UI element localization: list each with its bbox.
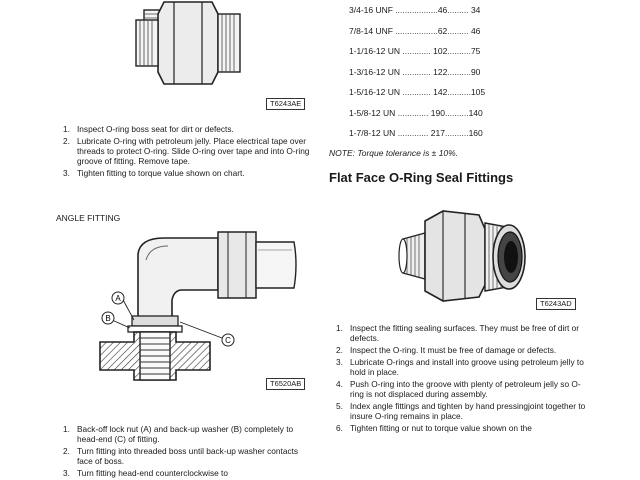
callout-c-label: C: [225, 336, 231, 345]
straight-fitting-illustration: [120, 0, 250, 95]
flat-face-steps: [336, 323, 586, 435]
torque-row: 1-7/8-12 UN ............. 217..........160: [349, 128, 483, 138]
list-item: 3. Tighten fitting to torque value shown on chart.: [63, 168, 245, 178]
callout-a-label: A: [115, 294, 121, 303]
list-item: 4. Push O-ring into the groove with plenty of petroleum jelly so O-ring is not displaced during assembly.: [336, 378, 581, 399]
boss-fitting-steps: [63, 124, 313, 180]
list-item: 1. Inspect the fitting sealing surfaces. They must be free of dirt or defects.: [336, 323, 580, 344]
torque-row: 3/4-16 UNF ..................46......... 34: [349, 5, 481, 15]
angle-fitting-steps: [63, 424, 313, 480]
list-item: 1. Back-off lock nut (A) and back-up washer (B) completely to head-end (C) of fitting.: [63, 424, 294, 445]
list-item: 2. Turn fitting into threaded boss until back-up washer contacts face of boss.: [63, 446, 299, 467]
flat-face-fitting-illustration: [395, 205, 530, 305]
torque-row: 7/8-14 UNF ..................62......... 46: [349, 26, 481, 36]
torque-row: 1-1/16-12 UN ............ 102..........75: [349, 46, 481, 56]
figure-label: T6520AB: [266, 378, 305, 390]
list-item: 5. Index angle fittings and tighten by hand pressingjoint together to insure O-ring remains in place.: [336, 400, 586, 421]
section-title: Flat Face O-Ring Seal Fittings: [329, 170, 514, 185]
list-item: 3. Lubricate O-rings and install into groove using petroleum jelly to hold in place.: [336, 356, 584, 377]
list-item: 1. Inspect O-ring boss seat for dirt or defects.: [63, 124, 234, 134]
figure-label: T6243AD: [536, 298, 576, 310]
torque-row: 1-3/16-12 UN ............ 122..........90: [349, 67, 481, 77]
figure-label: T6243AE: [266, 98, 305, 110]
list-item: 3. Turn fitting head-end counterclockwise to: [63, 468, 228, 478]
list-item: 2. Inspect the O-ring. It must be free of damage or defects.: [336, 345, 557, 355]
list-item: 2. Lubricate O-ring with petroleum jelly. Place electrical tape over threads to protect O-ring. Slide O-ring over tape and into O-ring groove of fitting. Remove tape.: [63, 135, 310, 167]
angle-fitting-heading: ANGLE FITTING: [56, 213, 121, 223]
torque-row: 1-5/8-12 UN ............. 190..........140: [349, 108, 483, 118]
list-item: 6. Tighten fitting or nut to torque value shown on the: [336, 422, 532, 433]
callout-b-label: B: [105, 314, 111, 323]
angle-fitting-illustration: [98, 230, 298, 390]
torque-row: 1-5/16-12 UN ............ 142..........105: [349, 87, 486, 97]
torque-note: NOTE: Torque tolerance is ± 10%.: [329, 148, 459, 158]
